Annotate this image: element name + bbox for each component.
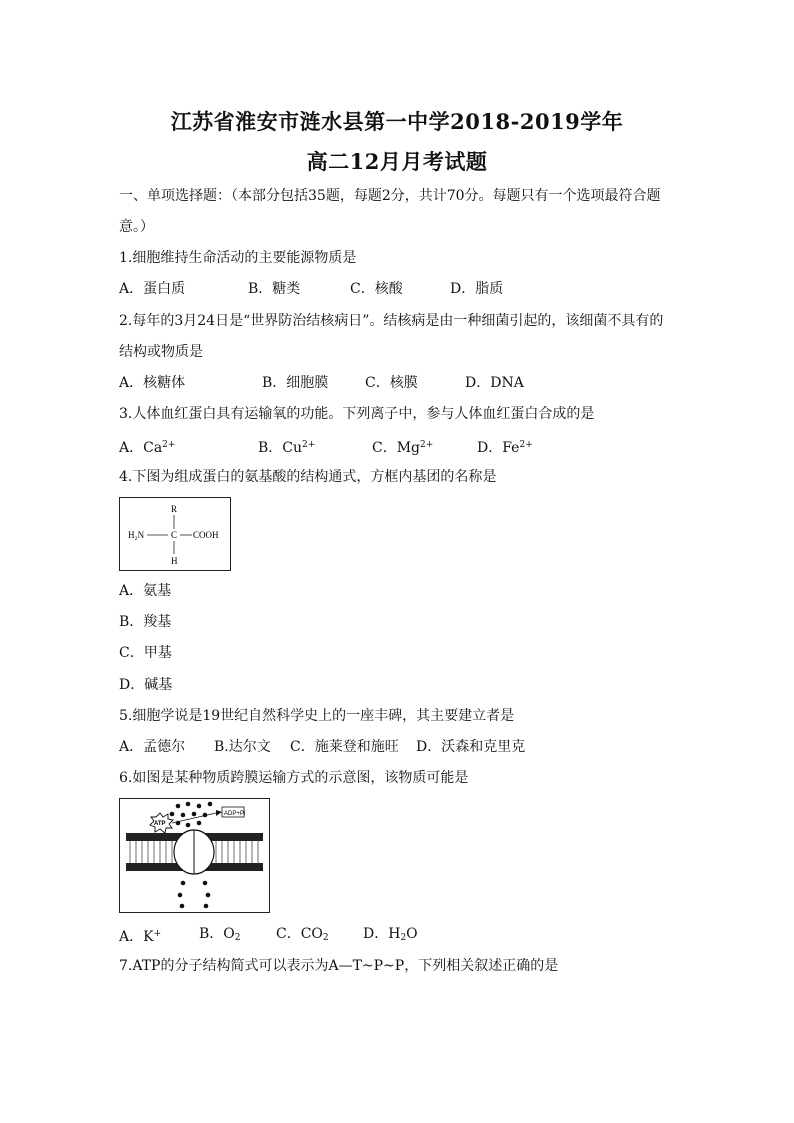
q1-option-a: A．蛋白质 (119, 281, 186, 297)
alpha-carbon-label: C (171, 530, 178, 540)
q3-option-a: A．$Ca^{2+}$ (119, 440, 176, 456)
question-4-stem: 4.下图为组成蛋白的氨基酸的结构通式，方框内基团的名称是 (119, 469, 497, 485)
question-3-stem: 3.人体血红蛋白具有运输氧的功能。下列离子中，参与人体血红蛋白合成的是 (119, 406, 595, 422)
amino-acid-diagram (120, 498, 230, 570)
question-2-stem: 2.每年的3月24日是“世界防治结核病日”。结核病是由一种细菌引起的，该细菌不具有的 (119, 313, 664, 329)
section-heading: 一、单项选择题：（本部分包括35题，每题2分，共计70分。每题只有一个选项最符合题 (119, 188, 661, 204)
section-heading-cont: 意。） (119, 219, 154, 235)
q1-option-d: D．脂质 (450, 281, 504, 297)
q2-option-c: C．核膜 (365, 375, 418, 391)
q6-option-c: C．$CO_2$ (276, 926, 329, 943)
exam-title-line2: 高二12月月考试题 (306, 149, 488, 174)
q2-option-d: D．DNA (465, 375, 524, 391)
q6-option-d: D．$H_2O$ (363, 926, 418, 943)
q2-option-a: A．核糖体 (119, 375, 186, 391)
q5-option-c: C．施莱登和施旺 (290, 739, 399, 755)
question-6-stem: 6.如图是某种物质跨膜运输方式的示意图，该物质可能是 (119, 770, 469, 786)
amino-group-label: H₂N (128, 530, 145, 540)
q3-option-b: B．$Cu^{2+}$ (258, 440, 316, 456)
hydrogen-label: H (171, 556, 178, 566)
q3-option-c: C．$Mg^{2+}$ (372, 440, 434, 456)
membrane-transport-figure (119, 798, 270, 913)
membrane-transport-diagram (120, 799, 269, 912)
question-7-stem: 7.ATP的分子结构简式可以表示为A—T~P~P，下列相关叙述正确的是 (119, 958, 559, 974)
q5-option-b: B.达尔文 (214, 739, 271, 755)
q3-option-d: D．$Fe^{2+}$ (477, 440, 533, 456)
q4-option-d: D．碱基 (119, 677, 173, 693)
q4-option-a: A．氨基 (119, 583, 172, 599)
q5-option-d: D．沃森和克里克 (416, 739, 526, 755)
amino-acid-structure-figure (119, 497, 231, 571)
q6-option-a: A．K+ (119, 929, 162, 945)
adp-label: ADP+Pi (224, 811, 246, 817)
q4-option-c: C．甲基 (119, 645, 172, 661)
exam-title-line1: 江苏省淮安市涟水县第一中学2018-2019学年 (170, 109, 624, 134)
q2-option-b: B．细胞膜 (262, 375, 329, 391)
carboxyl-group-label: COOH (193, 530, 219, 540)
q4-option-b: B．羧基 (119, 614, 172, 630)
question-2-stem-cont: 结构或物质是 (119, 344, 203, 360)
question-5-stem: 5.细胞学说是19世纪自然科学史上的一座丰碑，其主要建立者是 (119, 708, 515, 724)
r-group-label: R (171, 504, 178, 514)
atp-label: ATP (154, 821, 166, 827)
q6-option-b: B．$O_2$ (199, 926, 241, 943)
q1-option-c: C．核酸 (350, 281, 403, 297)
question-1-stem: 1.细胞维持生命活动的主要能源物质是 (119, 250, 357, 266)
q1-option-b: B．糖类 (248, 281, 301, 297)
q5-option-a: A．孟德尔 (119, 739, 186, 755)
